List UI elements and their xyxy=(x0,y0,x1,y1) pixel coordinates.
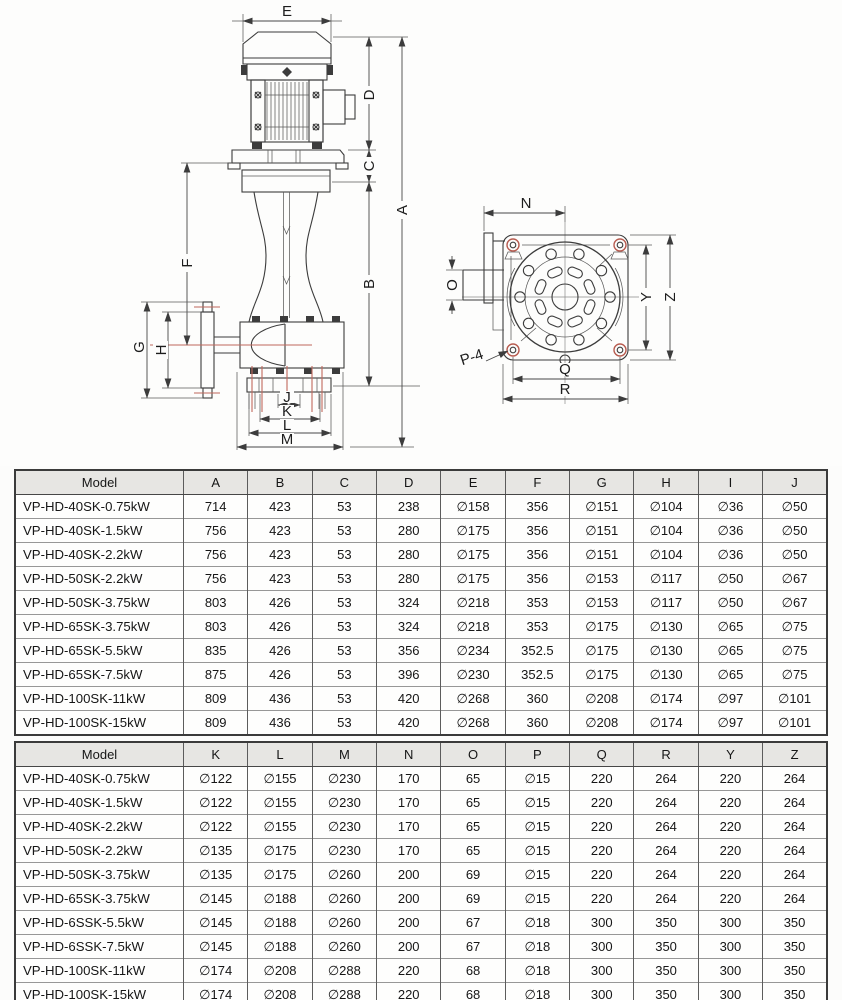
value-cell: ∅135 xyxy=(184,863,248,887)
value-cell: ∅260 xyxy=(312,887,376,911)
value-cell: ∅188 xyxy=(248,887,312,911)
value-cell: 65 xyxy=(441,815,505,839)
value-cell: 65 xyxy=(441,839,505,863)
value-cell: ∅174 xyxy=(634,687,698,711)
value-cell: 300 xyxy=(698,911,762,935)
value-cell: ∅145 xyxy=(184,935,248,959)
table-row xyxy=(15,863,827,887)
value-cell: 220 xyxy=(570,863,634,887)
value-cell: 264 xyxy=(763,839,827,863)
value-cell: ∅104 xyxy=(634,519,698,543)
value-cell: ∅65 xyxy=(698,663,762,687)
value-cell: 53 xyxy=(312,543,376,567)
dim-column-header: F xyxy=(505,470,569,495)
value-cell: 220 xyxy=(377,959,441,983)
model-cell: VP-HD-40SK-1.5kW xyxy=(15,791,184,815)
value-cell: 220 xyxy=(698,887,762,911)
dim-column-header: A xyxy=(184,470,248,495)
value-cell: 352.5 xyxy=(505,639,569,663)
value-cell: ∅50 xyxy=(763,519,827,543)
value-cell: 200 xyxy=(377,935,441,959)
value-cell: 220 xyxy=(698,863,762,887)
model-cell: VP-HD-100SK-11kW xyxy=(15,959,184,983)
value-cell: ∅151 xyxy=(570,519,634,543)
model-cell: VP-HD-40SK-1.5kW xyxy=(15,519,184,543)
spec-tables-area xyxy=(14,469,828,1000)
value-cell: ∅101 xyxy=(763,687,827,711)
value-cell: 280 xyxy=(377,567,441,591)
value-cell: 238 xyxy=(377,495,441,519)
dim-column-header: Y xyxy=(698,742,762,767)
value-cell: 53 xyxy=(312,663,376,687)
value-cell: ∅174 xyxy=(184,983,248,1000)
value-cell: 350 xyxy=(634,959,698,983)
value-cell: ∅175 xyxy=(570,615,634,639)
value-cell: 324 xyxy=(377,591,441,615)
value-cell: 426 xyxy=(248,639,312,663)
table-row xyxy=(15,935,827,959)
value-cell: ∅97 xyxy=(698,687,762,711)
value-cell: 220 xyxy=(377,983,441,1000)
value-cell: 809 xyxy=(184,711,248,736)
value-cell: 220 xyxy=(570,767,634,791)
value-cell: 69 xyxy=(441,887,505,911)
model-column-header: Model xyxy=(15,470,184,495)
dim-column-header: H xyxy=(634,470,698,495)
value-cell: ∅268 xyxy=(441,687,505,711)
value-cell: ∅208 xyxy=(570,687,634,711)
dim-column-header: I xyxy=(698,470,762,495)
value-cell: 280 xyxy=(377,543,441,567)
value-cell: 756 xyxy=(184,519,248,543)
value-cell: ∅15 xyxy=(505,863,569,887)
value-cell: 68 xyxy=(441,959,505,983)
value-cell: 353 xyxy=(505,591,569,615)
table-row xyxy=(15,687,827,711)
value-cell: 53 xyxy=(312,639,376,663)
dim-column-header: R xyxy=(634,742,698,767)
header-row xyxy=(15,470,827,495)
value-cell: 220 xyxy=(698,839,762,863)
value-cell: 200 xyxy=(377,911,441,935)
table-row xyxy=(15,711,827,736)
value-cell: ∅50 xyxy=(763,495,827,519)
value-cell: ∅67 xyxy=(763,591,827,615)
value-cell: ∅153 xyxy=(570,591,634,615)
value-cell: 436 xyxy=(248,687,312,711)
value-cell: 220 xyxy=(698,791,762,815)
model-cell: VP-HD-100SK-15kW xyxy=(15,983,184,1000)
value-cell: 809 xyxy=(184,687,248,711)
side-view-drawing xyxy=(131,3,420,450)
value-cell: ∅175 xyxy=(248,839,312,863)
value-cell: 53 xyxy=(312,687,376,711)
top-view-drawing xyxy=(444,195,679,404)
value-cell: ∅175 xyxy=(570,663,634,687)
dim-column-header: E xyxy=(441,470,505,495)
dim-column-header: P xyxy=(505,742,569,767)
dim-label-d: D xyxy=(361,89,378,101)
value-cell: 300 xyxy=(698,959,762,983)
value-cell: 420 xyxy=(377,711,441,736)
value-cell: ∅50 xyxy=(763,543,827,567)
dim-label-q: Q xyxy=(559,361,571,378)
value-cell: ∅117 xyxy=(634,591,698,615)
table-row xyxy=(15,615,827,639)
value-cell: 220 xyxy=(698,815,762,839)
value-cell: 420 xyxy=(377,687,441,711)
dim-label-e: E xyxy=(281,3,293,20)
pump-technical-drawing xyxy=(0,0,842,466)
dim-column-header: J xyxy=(763,470,827,495)
value-cell: 53 xyxy=(312,711,376,736)
value-cell: 350 xyxy=(634,983,698,1000)
value-cell: 65 xyxy=(441,767,505,791)
value-cell: ∅65 xyxy=(698,615,762,639)
value-cell: 264 xyxy=(634,863,698,887)
value-cell: ∅145 xyxy=(184,911,248,935)
model-cell: VP-HD-40SK-2.2kW xyxy=(15,815,184,839)
dim-column-header: Q xyxy=(570,742,634,767)
value-cell: ∅122 xyxy=(184,815,248,839)
value-cell: 423 xyxy=(248,567,312,591)
value-cell: 65 xyxy=(441,791,505,815)
value-cell: ∅174 xyxy=(184,959,248,983)
model-cell: VP-HD-65SK-3.75kW xyxy=(15,887,184,911)
value-cell: 423 xyxy=(248,543,312,567)
value-cell: ∅174 xyxy=(634,711,698,736)
dim-label-g: G xyxy=(131,341,148,353)
model-cell: VP-HD-100SK-11kW xyxy=(15,687,184,711)
value-cell: ∅188 xyxy=(248,935,312,959)
value-cell: 426 xyxy=(248,663,312,687)
dim-column-header: K xyxy=(184,742,248,767)
value-cell: 356 xyxy=(377,639,441,663)
value-cell: ∅155 xyxy=(248,791,312,815)
value-cell: 220 xyxy=(570,815,634,839)
value-cell: 356 xyxy=(505,495,569,519)
value-cell: ∅18 xyxy=(505,911,569,935)
value-cell: 200 xyxy=(377,863,441,887)
value-cell: 53 xyxy=(312,495,376,519)
dim-column-header: O xyxy=(441,742,505,767)
value-cell: ∅97 xyxy=(698,711,762,736)
value-cell: ∅75 xyxy=(763,663,827,687)
value-cell: ∅122 xyxy=(184,791,248,815)
value-cell: ∅151 xyxy=(570,495,634,519)
value-cell: 53 xyxy=(312,615,376,639)
dim-label-y: Y xyxy=(638,291,655,303)
value-cell: ∅260 xyxy=(312,935,376,959)
value-cell: 436 xyxy=(248,711,312,736)
table-row xyxy=(15,815,827,839)
value-cell: 200 xyxy=(377,887,441,911)
value-cell: 350 xyxy=(763,935,827,959)
table-row xyxy=(15,663,827,687)
dim-label-b: B xyxy=(361,278,378,290)
value-cell: ∅175 xyxy=(570,639,634,663)
table-row xyxy=(15,519,827,543)
table-row xyxy=(15,543,827,567)
value-cell: 396 xyxy=(377,663,441,687)
value-cell: 300 xyxy=(570,935,634,959)
dim-column-header: B xyxy=(248,470,312,495)
value-cell: 264 xyxy=(763,887,827,911)
value-cell: ∅15 xyxy=(505,791,569,815)
technical-drawing-area xyxy=(0,0,842,466)
model-cell: VP-HD-40SK-0.75kW xyxy=(15,495,184,519)
dim-column-header: Z xyxy=(763,742,827,767)
dimension-table-k-z xyxy=(14,741,828,1000)
dim-column-header: G xyxy=(570,470,634,495)
model-cell: VP-HD-6SSK-7.5kW xyxy=(15,935,184,959)
dim-label-k: K xyxy=(281,403,293,420)
value-cell: 356 xyxy=(505,519,569,543)
value-cell: ∅50 xyxy=(698,591,762,615)
dim-label-c: C xyxy=(361,160,378,172)
dim-label-z: Z xyxy=(662,292,679,302)
value-cell: 356 xyxy=(505,543,569,567)
value-cell: ∅234 xyxy=(441,639,505,663)
value-cell: 264 xyxy=(763,863,827,887)
value-cell: 350 xyxy=(763,959,827,983)
value-cell: ∅175 xyxy=(441,519,505,543)
dim-label-l: L xyxy=(282,417,292,434)
model-cell: VP-HD-65SK-7.5kW xyxy=(15,663,184,687)
model-cell: VP-HD-40SK-0.75kW xyxy=(15,767,184,791)
value-cell: 220 xyxy=(570,839,634,863)
value-cell: 350 xyxy=(634,911,698,935)
value-cell: ∅15 xyxy=(505,839,569,863)
value-cell: ∅117 xyxy=(634,567,698,591)
dim-column-header: N xyxy=(377,742,441,767)
value-cell: ∅155 xyxy=(248,767,312,791)
value-cell: ∅230 xyxy=(312,839,376,863)
value-cell: 350 xyxy=(763,911,827,935)
table-row xyxy=(15,887,827,911)
table-row xyxy=(15,591,827,615)
value-cell: ∅104 xyxy=(634,543,698,567)
dimension-table-a-j xyxy=(14,469,828,736)
header-row xyxy=(15,742,827,767)
value-cell: ∅218 xyxy=(441,591,505,615)
value-cell: 875 xyxy=(184,663,248,687)
value-cell: ∅18 xyxy=(505,959,569,983)
value-cell: ∅230 xyxy=(312,815,376,839)
value-cell: ∅151 xyxy=(570,543,634,567)
value-cell: 264 xyxy=(763,815,827,839)
value-cell: 714 xyxy=(184,495,248,519)
value-cell: ∅268 xyxy=(441,711,505,736)
model-cell: VP-HD-65SK-3.75kW xyxy=(15,615,184,639)
value-cell: 356 xyxy=(505,567,569,591)
value-cell: 756 xyxy=(184,543,248,567)
value-cell: 353 xyxy=(505,615,569,639)
value-cell: 170 xyxy=(377,791,441,815)
value-cell: ∅260 xyxy=(312,911,376,935)
value-cell: ∅36 xyxy=(698,495,762,519)
dim-label-o: O xyxy=(444,279,461,291)
value-cell: 423 xyxy=(248,495,312,519)
value-cell: 324 xyxy=(377,615,441,639)
value-cell: 53 xyxy=(312,567,376,591)
value-cell: ∅288 xyxy=(312,983,376,1000)
value-cell: ∅50 xyxy=(698,567,762,591)
value-cell: 264 xyxy=(763,767,827,791)
value-cell: 300 xyxy=(570,959,634,983)
value-cell: ∅208 xyxy=(248,983,312,1000)
value-cell: ∅230 xyxy=(441,663,505,687)
value-cell: 756 xyxy=(184,567,248,591)
dim-column-header: D xyxy=(377,470,441,495)
value-cell: ∅18 xyxy=(505,935,569,959)
value-cell: 264 xyxy=(634,791,698,815)
value-cell: ∅155 xyxy=(248,815,312,839)
value-cell: ∅175 xyxy=(248,863,312,887)
value-cell: 426 xyxy=(248,615,312,639)
value-cell: ∅15 xyxy=(505,815,569,839)
dim-label-f: F xyxy=(179,258,196,268)
model-cell: VP-HD-50SK-2.2kW xyxy=(15,839,184,863)
value-cell: ∅158 xyxy=(441,495,505,519)
model-cell: VP-HD-40SK-2.2kW xyxy=(15,543,184,567)
value-cell: ∅130 xyxy=(634,639,698,663)
value-cell: ∅188 xyxy=(248,911,312,935)
table-row xyxy=(15,839,827,863)
table-row xyxy=(15,983,827,1000)
value-cell: ∅15 xyxy=(505,767,569,791)
model-cell: VP-HD-100SK-15kW xyxy=(15,711,184,736)
table-row xyxy=(15,767,827,791)
value-cell: ∅130 xyxy=(634,663,698,687)
value-cell: ∅15 xyxy=(505,887,569,911)
value-cell: 170 xyxy=(377,767,441,791)
value-cell: 53 xyxy=(312,519,376,543)
table-row xyxy=(15,959,827,983)
value-cell: ∅101 xyxy=(763,711,827,736)
value-cell: 423 xyxy=(248,519,312,543)
value-cell: 264 xyxy=(634,887,698,911)
value-cell: 426 xyxy=(248,591,312,615)
dim-label-m: M xyxy=(280,431,294,448)
value-cell: 264 xyxy=(634,815,698,839)
value-cell: ∅65 xyxy=(698,639,762,663)
value-cell: 360 xyxy=(505,711,569,736)
value-cell: 300 xyxy=(570,983,634,1000)
model-column-header: Model xyxy=(15,742,184,767)
dim-label-a: A xyxy=(394,204,411,216)
value-cell: 300 xyxy=(698,983,762,1000)
value-cell: ∅122 xyxy=(184,767,248,791)
value-cell: ∅67 xyxy=(763,567,827,591)
value-cell: 170 xyxy=(377,815,441,839)
value-cell: 803 xyxy=(184,591,248,615)
value-cell: ∅175 xyxy=(441,567,505,591)
value-cell: 352.5 xyxy=(505,663,569,687)
value-cell: 220 xyxy=(698,767,762,791)
value-cell: ∅130 xyxy=(634,615,698,639)
value-cell: ∅260 xyxy=(312,863,376,887)
value-cell: ∅36 xyxy=(698,519,762,543)
value-cell: 300 xyxy=(570,911,634,935)
value-cell: 803 xyxy=(184,615,248,639)
dim-label-n: N xyxy=(520,195,532,212)
value-cell: ∅145 xyxy=(184,887,248,911)
model-cell: VP-HD-50SK-3.75kW xyxy=(15,863,184,887)
table-row xyxy=(15,911,827,935)
model-cell: VP-HD-65SK-5.5kW xyxy=(15,639,184,663)
dim-label-r: R xyxy=(559,381,571,398)
value-cell: 264 xyxy=(634,767,698,791)
table-row xyxy=(15,495,827,519)
value-cell: ∅75 xyxy=(763,639,827,663)
value-cell: ∅36 xyxy=(698,543,762,567)
value-cell: 360 xyxy=(505,687,569,711)
dim-column-header: C xyxy=(312,470,376,495)
value-cell: ∅208 xyxy=(248,959,312,983)
value-cell: 350 xyxy=(634,935,698,959)
dim-label-j: J xyxy=(283,389,291,406)
value-cell: 350 xyxy=(763,983,827,1000)
value-cell: 835 xyxy=(184,639,248,663)
value-cell: 220 xyxy=(570,791,634,815)
table-row xyxy=(15,639,827,663)
value-cell: 220 xyxy=(570,887,634,911)
value-cell: 264 xyxy=(634,839,698,863)
value-cell: 69 xyxy=(441,863,505,887)
value-cell: 300 xyxy=(698,935,762,959)
value-cell: 280 xyxy=(377,519,441,543)
value-cell: 170 xyxy=(377,839,441,863)
dim-column-header: L xyxy=(248,742,312,767)
value-cell: ∅153 xyxy=(570,567,634,591)
value-cell: 264 xyxy=(763,791,827,815)
value-cell: ∅175 xyxy=(441,543,505,567)
value-cell: ∅18 xyxy=(505,983,569,1000)
dim-label-p4: P-4 xyxy=(458,345,486,370)
value-cell: ∅75 xyxy=(763,615,827,639)
table-row xyxy=(15,567,827,591)
value-cell: ∅208 xyxy=(570,711,634,736)
model-cell: VP-HD-50SK-2.2kW xyxy=(15,567,184,591)
value-cell: ∅230 xyxy=(312,767,376,791)
value-cell: 67 xyxy=(441,935,505,959)
dim-column-header: M xyxy=(312,742,376,767)
value-cell: 53 xyxy=(312,591,376,615)
value-cell: 68 xyxy=(441,983,505,1000)
value-cell: ∅135 xyxy=(184,839,248,863)
dim-label-h: H xyxy=(153,344,170,356)
value-cell: ∅288 xyxy=(312,959,376,983)
model-cell: VP-HD-50SK-3.75kW xyxy=(15,591,184,615)
value-cell: ∅104 xyxy=(634,495,698,519)
model-cell: VP-HD-6SSK-5.5kW xyxy=(15,911,184,935)
value-cell: ∅230 xyxy=(312,791,376,815)
value-cell: 67 xyxy=(441,911,505,935)
table-row xyxy=(15,791,827,815)
value-cell: ∅218 xyxy=(441,615,505,639)
